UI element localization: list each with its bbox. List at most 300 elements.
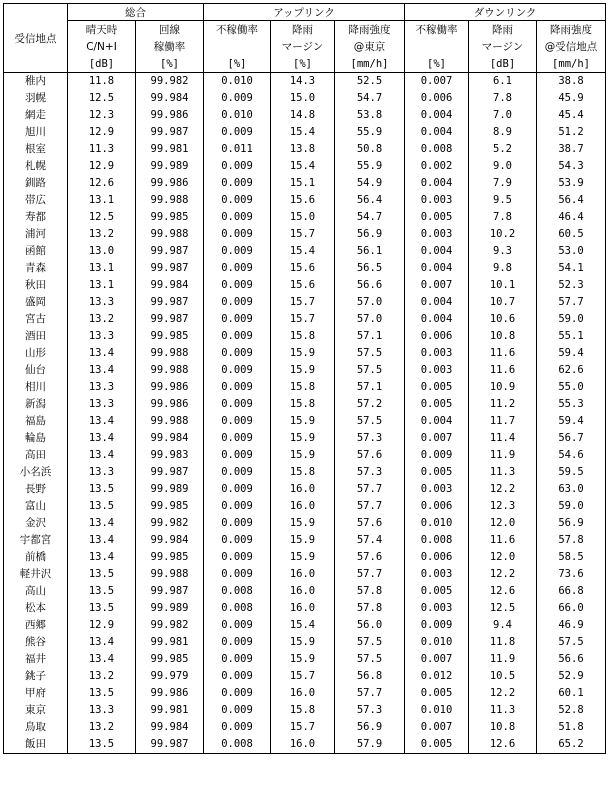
downlink-rain-intensity-cell: 62.6 (537, 362, 606, 379)
downlink-rain-intensity-cell: 73.6 (537, 566, 606, 583)
uplink-rain-intensity-cell: 57.5 (335, 345, 405, 362)
downlink-rain-margin-cell: 10.1 (469, 277, 537, 294)
table-row (4, 226, 606, 243)
uplink-rain-intensity-cell: 57.5 (335, 413, 405, 430)
link-availability-cell: 99.986 (136, 396, 204, 413)
link-availability-cell: 99.987 (136, 124, 204, 141)
uplink-unavailability-cell: 0.009 (204, 413, 271, 430)
link-availability-cell: 99.988 (136, 362, 204, 379)
downlink-rain-intensity-cell: 54.1 (537, 260, 606, 277)
table-row (4, 396, 606, 413)
uplink-rain-intensity-cell: 57.3 (335, 430, 405, 447)
uplink-unavailability-column-header-line-3: [%] (204, 55, 271, 73)
location-cell: 甲府 (4, 685, 68, 702)
downlink-rain-intensity-cell: 56.7 (537, 430, 606, 447)
uplink-unavailability-cell: 0.009 (204, 668, 271, 685)
downlink-unavailability-cell: 0.007 (405, 719, 469, 736)
uplink-unavailability-cell: 0.008 (204, 600, 271, 617)
uplink-rain-margin-cell: 15.8 (271, 379, 335, 396)
location-cell: 網走 (4, 107, 68, 124)
downlink-unavailability-cell: 0.009 (405, 447, 469, 464)
table-row (4, 345, 606, 362)
table-row (4, 736, 606, 754)
link-availability-cell: 99.985 (136, 209, 204, 226)
clear-sky-cn-cell: 11.8 (68, 73, 136, 91)
uplink-unavailability-cell: 0.009 (204, 362, 271, 379)
link-availability-cell: 99.988 (136, 226, 204, 243)
uplink-rain-intensity-cell: 57.7 (335, 566, 405, 583)
clear-sky-cn-cell: 13.4 (68, 362, 136, 379)
location-cell: 高山 (4, 583, 68, 600)
uplink-unavailability-cell: 0.009 (204, 447, 271, 464)
downlink-rain-intensity-cell: 55.0 (537, 379, 606, 396)
uplink-unavailability-cell: 0.009 (204, 651, 271, 668)
downlink-unavailability-cell: 0.008 (405, 532, 469, 549)
downlink-rain-intensity-cell: 55.1 (537, 328, 606, 345)
uplink-rain-margin-cell: 13.8 (271, 141, 335, 158)
clear-sky-cn-cell: 13.3 (68, 464, 136, 481)
table-row (4, 719, 606, 736)
uplink-rain-margin-cell: 15.4 (271, 617, 335, 634)
table-row (4, 158, 606, 175)
clear-sky-cn-cell: 13.4 (68, 430, 136, 447)
downlink-rain-margin-column-header-line-2: マージン (469, 38, 537, 55)
downlink-rain-intensity-cell: 60.5 (537, 226, 606, 243)
downlink-rain-intensity-cell: 52.3 (537, 277, 606, 294)
uplink-unavailability-cell: 0.010 (204, 73, 271, 91)
location-cell: 東京 (4, 702, 68, 719)
table-row (4, 702, 606, 719)
downlink-rain-margin-cell: 8.9 (469, 124, 537, 141)
link-availability-cell: 99.986 (136, 175, 204, 192)
downlink-unavailability-cell: 0.007 (405, 651, 469, 668)
clear-sky-cn-cell: 13.5 (68, 736, 136, 754)
downlink-rain-margin-cell: 10.8 (469, 328, 537, 345)
location-cell: 宮古 (4, 311, 68, 328)
uplink-rain-margin-cell: 15.8 (271, 702, 335, 719)
uplink-unavailability-cell: 0.009 (204, 617, 271, 634)
link-availability-cell: 99.982 (136, 617, 204, 634)
uplink-rain-intensity-cell: 57.8 (335, 600, 405, 617)
location-cell: 浦河 (4, 226, 68, 243)
link-availability-cell: 99.986 (136, 685, 204, 702)
downlink-rain-margin-cell: 11.2 (469, 396, 537, 413)
downlink-rain-intensity-cell: 56.9 (537, 515, 606, 532)
uplink-rain-intensity-cell: 57.6 (335, 549, 405, 566)
downlink-unavailability-cell: 0.004 (405, 311, 469, 328)
location-cell: 銚子 (4, 668, 68, 685)
link-availability-cell: 99.987 (136, 736, 204, 754)
downlink-unavailability-cell: 0.004 (405, 260, 469, 277)
uplink-unavailability-cell: 0.009 (204, 430, 271, 447)
location-cell: 輪島 (4, 430, 68, 447)
uplink-rain-intensity-cell: 57.4 (335, 532, 405, 549)
uplink-rain-margin-cell: 15.8 (271, 396, 335, 413)
downlink-rain-intensity-cell: 59.5 (537, 464, 606, 481)
table-body (4, 73, 606, 754)
clear-sky-cn-cell: 13.1 (68, 277, 136, 294)
clear-sky-cn-cell: 13.4 (68, 345, 136, 362)
location-cell: 盛岡 (4, 294, 68, 311)
clear-sky-cn-column-header-line-3: [dB] (68, 55, 136, 73)
downlink-unavailability-cell: 0.003 (405, 192, 469, 209)
uplink-rain-margin-cell: 16.0 (271, 481, 335, 498)
downlink-rain-intensity-cell: 51.8 (537, 719, 606, 736)
uplink-rain-margin-cell: 15.9 (271, 362, 335, 379)
downlink-rain-intensity-cell: 60.1 (537, 685, 606, 702)
uplink-unavailability-cell: 0.009 (204, 124, 271, 141)
location-cell: 新潟 (4, 396, 68, 413)
link-budget-table (3, 3, 606, 754)
uplink-unavailability-column-header-line-1: 不稼働率 (204, 21, 271, 39)
uplink-group-header: アップリンク (204, 4, 405, 21)
link-availability-cell: 99.985 (136, 549, 204, 566)
downlink-rain-margin-cell: 12.2 (469, 481, 537, 498)
downlink-rain-margin-cell: 7.8 (469, 209, 537, 226)
clear-sky-cn-cell: 13.2 (68, 311, 136, 328)
table-row (4, 294, 606, 311)
uplink-rain-margin-cell: 15.4 (271, 243, 335, 260)
link-availability-cell: 99.989 (136, 481, 204, 498)
downlink-rain-margin-cell: 10.2 (469, 226, 537, 243)
downlink-rain-margin-cell: 9.4 (469, 617, 537, 634)
clear-sky-cn-cell: 12.9 (68, 124, 136, 141)
downlink-unavailability-cell: 0.005 (405, 396, 469, 413)
downlink-unavailability-cell: 0.007 (405, 277, 469, 294)
location-cell: 札幌 (4, 158, 68, 175)
downlink-rain-margin-cell: 11.6 (469, 532, 537, 549)
uplink-rain-margin-cell: 15.9 (271, 532, 335, 549)
downlink-rain-intensity-cell: 53.0 (537, 243, 606, 260)
downlink-unavailability-cell: 0.007 (405, 73, 469, 91)
table-row (4, 243, 606, 260)
uplink-rain-margin-cell: 16.0 (271, 498, 335, 515)
downlink-rain-margin-cell: 12.2 (469, 566, 537, 583)
clear-sky-cn-cell: 12.5 (68, 209, 136, 226)
uplink-rain-margin-cell: 15.0 (271, 90, 335, 107)
clear-sky-cn-cell: 13.3 (68, 328, 136, 345)
downlink-rain-intensity-column-header-line-3: [mm/h] (537, 55, 606, 73)
downlink-unavailability-cell: 0.009 (405, 617, 469, 634)
downlink-rain-intensity-cell: 52.8 (537, 702, 606, 719)
downlink-rain-margin-cell: 12.5 (469, 600, 537, 617)
clear-sky-cn-cell: 13.4 (68, 515, 136, 532)
uplink-rain-intensity-cell: 56.6 (335, 277, 405, 294)
link-availability-column-header-line-3: [%] (136, 55, 204, 73)
link-availability-cell: 99.988 (136, 192, 204, 209)
uplink-rain-margin-column-header-line-2: マージン (271, 38, 335, 55)
uplink-rain-intensity-column-header-line-3: [mm/h] (335, 55, 405, 73)
uplink-rain-intensity-cell: 56.4 (335, 192, 405, 209)
uplink-rain-intensity-cell: 57.9 (335, 736, 405, 754)
clear-sky-cn-cell: 13.3 (68, 702, 136, 719)
uplink-unavailability-cell: 0.011 (204, 141, 271, 158)
link-availability-cell: 99.982 (136, 73, 204, 91)
clear-sky-cn-column-header-line-2: C/N+I (68, 38, 136, 55)
downlink-unavailability-cell: 0.005 (405, 583, 469, 600)
table-row (4, 209, 606, 226)
uplink-unavailability-cell: 0.009 (204, 158, 271, 175)
link-availability-cell: 99.981 (136, 141, 204, 158)
table-row (4, 447, 606, 464)
uplink-unavailability-cell: 0.009 (204, 192, 271, 209)
uplink-unavailability-cell: 0.009 (204, 685, 271, 702)
uplink-rain-margin-cell: 15.8 (271, 464, 335, 481)
downlink-rain-intensity-cell: 65.2 (537, 736, 606, 754)
uplink-unavailability-cell: 0.009 (204, 175, 271, 192)
downlink-unavailability-cell: 0.004 (405, 243, 469, 260)
location-cell: 前橋 (4, 549, 68, 566)
downlink-rain-intensity-cell: 45.9 (537, 90, 606, 107)
clear-sky-cn-cell: 13.0 (68, 243, 136, 260)
uplink-rain-intensity-cell: 56.9 (335, 226, 405, 243)
downlink-rain-intensity-cell: 52.9 (537, 668, 606, 685)
clear-sky-cn-cell: 13.5 (68, 481, 136, 498)
uplink-rain-intensity-cell: 57.7 (335, 685, 405, 702)
downlink-rain-margin-cell: 6.1 (469, 73, 537, 91)
uplink-rain-intensity-cell: 57.8 (335, 583, 405, 600)
uplink-rain-margin-cell: 16.0 (271, 566, 335, 583)
location-cell: 松本 (4, 600, 68, 617)
table-row (4, 566, 606, 583)
downlink-unavailability-column-header-line-1: 不稼働率 (405, 21, 469, 39)
downlink-rain-intensity-cell: 46.9 (537, 617, 606, 634)
downlink-rain-margin-cell: 10.8 (469, 719, 537, 736)
clear-sky-cn-cell: 11.3 (68, 141, 136, 158)
uplink-rain-margin-cell: 15.9 (271, 651, 335, 668)
downlink-rain-intensity-cell: 56.4 (537, 192, 606, 209)
uplink-unavailability-cell: 0.009 (204, 464, 271, 481)
downlink-rain-intensity-cell: 57.7 (537, 294, 606, 311)
uplink-unavailability-cell: 0.009 (204, 481, 271, 498)
table-row (4, 430, 606, 447)
clear-sky-cn-cell: 13.3 (68, 294, 136, 311)
uplink-rain-intensity-cell: 55.9 (335, 158, 405, 175)
downlink-rain-intensity-column-header-line-1: 降雨強度 (537, 21, 606, 39)
location-cell: 秋田 (4, 277, 68, 294)
downlink-rain-margin-cell: 12.0 (469, 549, 537, 566)
uplink-rain-intensity-cell: 57.7 (335, 481, 405, 498)
uplink-unavailability-cell: 0.009 (204, 90, 271, 107)
downlink-rain-margin-cell: 11.6 (469, 362, 537, 379)
clear-sky-cn-cell: 13.3 (68, 396, 136, 413)
table-row (4, 175, 606, 192)
downlink-unavailability-cell: 0.003 (405, 481, 469, 498)
uplink-rain-intensity-cell: 57.0 (335, 311, 405, 328)
uplink-rain-margin-cell: 15.0 (271, 209, 335, 226)
downlink-unavailability-cell: 0.003 (405, 226, 469, 243)
table-row (4, 328, 606, 345)
uplink-rain-intensity-cell: 57.1 (335, 379, 405, 396)
downlink-rain-margin-cell: 11.4 (469, 430, 537, 447)
uplink-rain-margin-column-header-line-1: 降雨 (271, 21, 335, 39)
downlink-rain-intensity-cell: 51.2 (537, 124, 606, 141)
location-cell: 軽井沢 (4, 566, 68, 583)
uplink-rain-intensity-cell: 50.8 (335, 141, 405, 158)
downlink-unavailability-cell: 0.008 (405, 141, 469, 158)
clear-sky-cn-cell: 13.5 (68, 600, 136, 617)
table-row (4, 124, 606, 141)
uplink-rain-margin-cell: 15.7 (271, 294, 335, 311)
link-availability-cell: 99.987 (136, 294, 204, 311)
downlink-rain-margin-cell: 12.3 (469, 498, 537, 515)
downlink-rain-margin-cell: 11.9 (469, 447, 537, 464)
downlink-rain-intensity-cell: 54.6 (537, 447, 606, 464)
table-row (4, 311, 606, 328)
uplink-rain-margin-cell: 15.9 (271, 634, 335, 651)
link-availability-column-header-line-1: 回線 (136, 21, 204, 39)
location-cell: 西郷 (4, 617, 68, 634)
uplink-unavailability-cell: 0.009 (204, 277, 271, 294)
uplink-unavailability-cell: 0.009 (204, 702, 271, 719)
location-cell: 青森 (4, 260, 68, 277)
downlink-rain-margin-cell: 12.2 (469, 685, 537, 702)
uplink-unavailability-cell: 0.009 (204, 634, 271, 651)
downlink-group-header: ダウンリンク (405, 4, 606, 21)
uplink-rain-margin-cell: 16.0 (271, 736, 335, 754)
table-row (4, 362, 606, 379)
downlink-rain-margin-cell: 9.8 (469, 260, 537, 277)
uplink-unavailability-cell: 0.008 (204, 583, 271, 600)
table-row (4, 192, 606, 209)
clear-sky-cn-cell: 12.5 (68, 90, 136, 107)
uplink-unavailability-cell: 0.009 (204, 498, 271, 515)
uplink-rain-margin-cell: 15.6 (271, 192, 335, 209)
downlink-rain-margin-cell: 9.0 (469, 158, 537, 175)
downlink-rain-intensity-cell: 55.3 (537, 396, 606, 413)
uplink-rain-margin-cell: 16.0 (271, 600, 335, 617)
overall-group-header: 総合 (68, 4, 204, 21)
uplink-rain-margin-cell: 16.0 (271, 685, 335, 702)
uplink-rain-intensity-column-header-line-2: @東京 (335, 38, 405, 55)
uplink-rain-margin-cell: 15.9 (271, 515, 335, 532)
downlink-rain-intensity-column-header-line-2: @受信地点 (537, 38, 606, 55)
link-availability-cell: 99.982 (136, 515, 204, 532)
downlink-rain-margin-cell: 7.8 (469, 90, 537, 107)
location-cell: 釧路 (4, 175, 68, 192)
clear-sky-cn-cell: 12.9 (68, 158, 136, 175)
downlink-rain-margin-column-header-line-3: [dB] (469, 55, 537, 73)
uplink-unavailability-cell: 0.009 (204, 243, 271, 260)
clear-sky-cn-cell: 13.4 (68, 651, 136, 668)
downlink-rain-margin-cell: 12.6 (469, 736, 537, 754)
clear-sky-cn-cell: 13.5 (68, 498, 136, 515)
uplink-rain-margin-cell: 15.1 (271, 175, 335, 192)
downlink-rain-intensity-cell: 59.0 (537, 498, 606, 515)
downlink-rain-margin-cell: 11.3 (469, 464, 537, 481)
link-availability-cell: 99.985 (136, 498, 204, 515)
downlink-unavailability-cell: 0.004 (405, 107, 469, 124)
link-availability-column-header-line-2: 稼働率 (136, 38, 204, 55)
clear-sky-cn-cell: 13.4 (68, 447, 136, 464)
downlink-rain-margin-cell: 11.6 (469, 345, 537, 362)
downlink-rain-intensity-cell: 59.0 (537, 311, 606, 328)
uplink-rain-margin-cell: 15.9 (271, 549, 335, 566)
downlink-rain-margin-cell: 9.5 (469, 192, 537, 209)
link-availability-cell: 99.989 (136, 158, 204, 175)
clear-sky-cn-cell: 13.1 (68, 260, 136, 277)
uplink-unavailability-cell: 0.009 (204, 226, 271, 243)
link-availability-cell: 99.987 (136, 311, 204, 328)
downlink-rain-margin-cell: 7.9 (469, 175, 537, 192)
table-row (4, 277, 606, 294)
clear-sky-cn-cell: 12.6 (68, 175, 136, 192)
table-row (4, 651, 606, 668)
location-cell: 根室 (4, 141, 68, 158)
location-cell: 鳥取 (4, 719, 68, 736)
link-availability-cell: 99.985 (136, 651, 204, 668)
location-cell: 稚内 (4, 73, 68, 91)
location-cell: 旭川 (4, 124, 68, 141)
uplink-unavailability-cell: 0.009 (204, 311, 271, 328)
location-cell: 羽幌 (4, 90, 68, 107)
table-row (4, 260, 606, 277)
uplink-unavailability-cell: 0.009 (204, 566, 271, 583)
downlink-unavailability-column-header-line-3: [%] (405, 55, 469, 73)
location-cell: 函館 (4, 243, 68, 260)
link-availability-cell: 99.988 (136, 413, 204, 430)
downlink-unavailability-cell: 0.003 (405, 566, 469, 583)
link-availability-cell: 99.979 (136, 668, 204, 685)
link-availability-cell: 99.984 (136, 532, 204, 549)
location-cell: 金沢 (4, 515, 68, 532)
location-cell: 福島 (4, 413, 68, 430)
link-availability-cell: 99.987 (136, 583, 204, 600)
table-row (4, 464, 606, 481)
location-cell: 富山 (4, 498, 68, 515)
uplink-rain-margin-cell: 15.4 (271, 158, 335, 175)
clear-sky-cn-cell: 13.2 (68, 719, 136, 736)
downlink-rain-intensity-cell: 56.6 (537, 651, 606, 668)
downlink-rain-intensity-cell: 58.5 (537, 549, 606, 566)
location-cell: 仙台 (4, 362, 68, 379)
downlink-unavailability-cell: 0.005 (405, 209, 469, 226)
downlink-unavailability-cell: 0.003 (405, 345, 469, 362)
clear-sky-cn-cell: 13.5 (68, 566, 136, 583)
clear-sky-cn-cell: 13.2 (68, 668, 136, 685)
clear-sky-cn-cell: 13.4 (68, 532, 136, 549)
link-availability-cell: 99.981 (136, 634, 204, 651)
downlink-rain-margin-cell: 11.9 (469, 651, 537, 668)
downlink-unavailability-cell: 0.005 (405, 379, 469, 396)
uplink-unavailability-cell: 0.008 (204, 736, 271, 754)
table-row (4, 515, 606, 532)
location-cell: 福井 (4, 651, 68, 668)
downlink-rain-intensity-cell: 57.5 (537, 634, 606, 651)
link-availability-cell: 99.987 (136, 243, 204, 260)
downlink-rain-margin-cell: 7.0 (469, 107, 537, 124)
uplink-rain-margin-cell: 15.6 (271, 277, 335, 294)
uplink-rain-intensity-cell: 57.5 (335, 651, 405, 668)
downlink-rain-margin-column-header-line-1: 降雨 (469, 21, 537, 39)
uplink-rain-margin-cell: 14.8 (271, 107, 335, 124)
uplink-rain-margin-cell: 15.9 (271, 430, 335, 447)
downlink-unavailability-cell: 0.012 (405, 668, 469, 685)
table-row (4, 498, 606, 515)
table-row (4, 617, 606, 634)
downlink-rain-margin-cell: 10.9 (469, 379, 537, 396)
uplink-rain-intensity-cell: 54.7 (335, 209, 405, 226)
table-row (4, 379, 606, 396)
uplink-rain-margin-cell: 16.0 (271, 583, 335, 600)
uplink-rain-intensity-cell: 52.5 (335, 73, 405, 91)
downlink-rain-intensity-cell: 63.0 (537, 481, 606, 498)
downlink-unavailability-cell: 0.007 (405, 430, 469, 447)
downlink-unavailability-cell: 0.004 (405, 294, 469, 311)
downlink-unavailability-cell: 0.010 (405, 702, 469, 719)
link-availability-cell: 99.985 (136, 328, 204, 345)
downlink-unavailability-cell: 0.006 (405, 498, 469, 515)
